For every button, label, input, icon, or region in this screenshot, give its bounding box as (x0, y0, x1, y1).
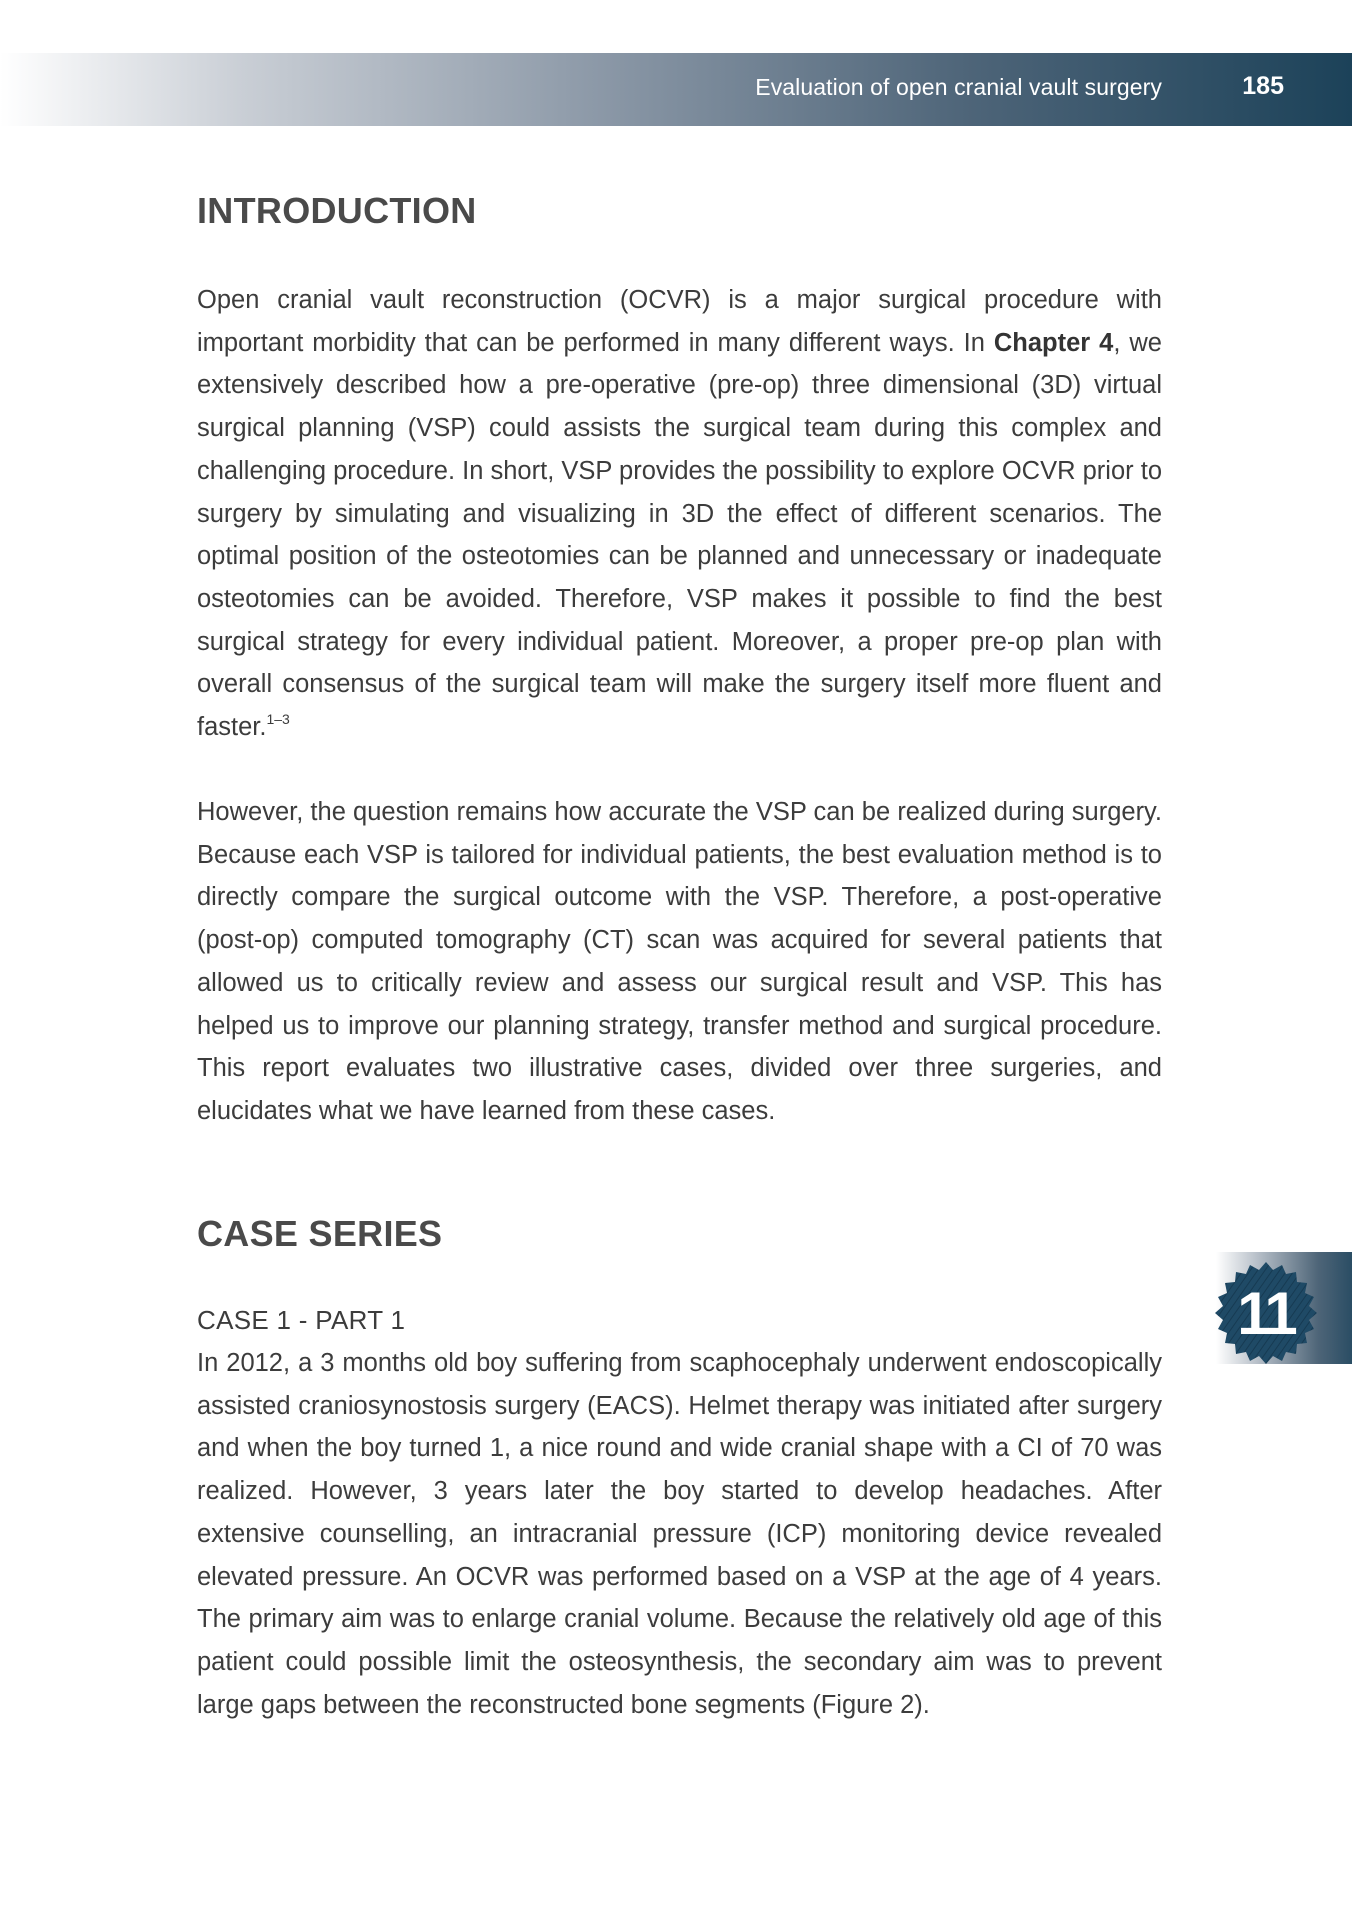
introduction-heading: INTRODUCTION (197, 190, 477, 231)
chapter-badge (1213, 1260, 1319, 1366)
chapter-number: 11 (1237, 1279, 1295, 1347)
running-title: Evaluation of open cranial vault surgery (755, 74, 1162, 100)
case-series-paragraph-1: In 2012, a 3 months old boy suffering from scaphocephaly underwent endoscopically assisted craniosynostosis surgery (EACS). Helmet therapy was initiated after surgery and when the boy turned 1, a nice round and wide cranial shape with a CI of 70 was realized. However, 3 years later the boy started to develop headaches. After extensive counselling, an intracranial pressure (ICP) monitoring device revealed elevated pressure. An OCVR was performed based on a VSP at the age of 4 years. The primary aim was to enlarge cranial volume. Because the relatively old age of this patient could possible limit the osteosynthesis, the secondary aim was to prevent large gaps between the reconstructed bone segments (Figure 2). (197, 1349, 1162, 1719)
intro-text-end: , we extensively described how a pre-operative (pre-op) three dimensional (3D) virtual surgical planning (VSP) could assists the surgical team during this complex and challenging procedure. In short, VSP provides the possibility to explore OCVR prior to surgery by simulating and visualizing in 3D the effect of different scenarios. The optimal position of the osteotomies can be planned and unnecessary or inadequate osteotomies can be avoided. Therefore, VSP makes it possible to find the best surgical strategy for every individual patient. Moreover, a proper pre-op plan with overall consensus of the surgical team will make the surgery itself more fluent and faster. (197, 328, 1162, 742)
introduction-paragraph-1 (197, 279, 1162, 749)
case-series-heading: CASE SERIES (197, 1213, 443, 1254)
introduction-paragraph-2: However, the question remains how accurate the VSP can be realized during surgery. Because each VSP is tailored for individual patients, the best evaluation method is to directly compare the surgical outcome with the VSP. Therefore, a post-operative (post-op) computed tomography (CT) scan was acquired for several patients that allowed us to critically review and assess our surgical result and VSP. This has helped us to improve our planning strategy, transfer method and surgical procedure. This report evaluates two illustrative cases, divided over three surgeries, and elucidates what we have learned from these cases. (197, 798, 1162, 1125)
citation-superscript: 1–3 (266, 711, 290, 728)
intro-text-start: Open cranial vault reconstruction (OCVR) is a major surgical procedure with important morbidity that can be performed in many different ways. In (197, 286, 1162, 357)
case-1-part-1-subheading: CASE 1 - PART 1 (197, 1305, 406, 1335)
page-number: 185 (1242, 72, 1284, 100)
chapter-reference: Chapter 4 (993, 328, 1114, 357)
